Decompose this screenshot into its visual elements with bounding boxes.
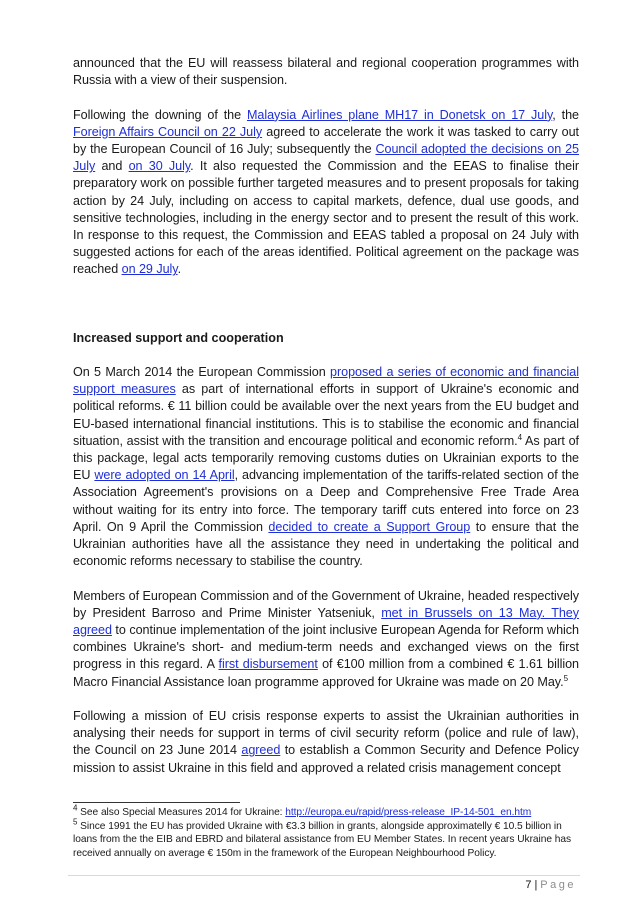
text-run: to ensure that the Ukrainian authorities have all the assistance they need in undertaking the political and economic reforms necessary to stabilise the country.: [73, 519, 579, 569]
text-run: , advancing implementation of the tariffs-related section of the Association Agreement's provisions on a Deep and Comprehensive Free Trade Area without waiting for its entry into force. The temporary tariff cuts entered into force on 23 April. On 9 April the Commission: [73, 468, 580, 534]
paragraph-support-measures: [73, 364, 579, 570]
link-first-disbursement[interactable]: first disbursement: [218, 657, 318, 672]
footnote-ref-5[interactable]: 5: [563, 673, 568, 683]
link-support-measures[interactable]: proposed a series of economic and financial support measures: [73, 365, 579, 397]
text-run: to continue implementation of the joint inclusive European Agenda for Reform which combines Ukraine's short- and medium-term needs and exchanged views on the first progress in this regard. A: [73, 623, 579, 672]
link-29-july[interactable]: on 29 July: [121, 262, 178, 277]
footer-separator: |: [534, 879, 538, 891]
link-press-release[interactable]: http://europa.eu/rapid/press-release_IP-14-501_en.htm: [285, 807, 532, 818]
link-support-group[interactable]: decided to create a Support Group: [268, 519, 471, 534]
section-heading: Increased support and cooperation: [73, 330, 284, 345]
text-run: On 5 March 2014 the European Commission: [73, 365, 331, 380]
footnote-4: [73, 803, 579, 820]
paragraph-csdp-mission: [73, 708, 579, 777]
footnote-ref-4[interactable]: 4: [517, 432, 522, 442]
link-met-in-brussels[interactable]: met in Brussels on 13 May. They agreed: [73, 605, 580, 638]
text-run: Following the downing of the: [73, 107, 247, 122]
link-adopted-14-april[interactable]: were adopted on 14 April: [94, 468, 235, 483]
footnote-number: 4: [73, 803, 78, 813]
footnote-separator: [73, 802, 240, 803]
link-mh17[interactable]: Malaysia Airlines plane MH17 in Donetsk on 17 July: [246, 107, 553, 122]
text-run: Members of European Commission and of the Government of Ukraine, headed respectively by President Barroso and Prime Minister Yatseniuk,: [73, 588, 579, 620]
paragraph-eu-reassess: announced that the EU will reassess bilateral and regional cooperation programmes with Russia with a view of their suspension.: [73, 56, 579, 88]
paragraph-mh17: [73, 107, 579, 279]
link-agreed[interactable]: agreed: [241, 743, 281, 758]
page-label: Page: [540, 879, 576, 891]
footnote-number: 5: [73, 817, 78, 827]
page-footer: [525, 879, 576, 891]
footnote-5: [73, 817, 579, 861]
text-run: . It also requested the Commission and the EEAS to finalise their preparatory work on possible further targeted measures and to present proposals for taking action by 24 July, including on access to capital markets, defence, dual use goods, and sensitive technologies, including in the energy sector and to present the result of this work. In response to this request, the Commission and EEAS tabled a proposal on 24 July with suggested actions for each of the areas identified. Political agreement on the package was reached: [73, 159, 579, 277]
text-run: .: [177, 262, 182, 277]
text-run: , the: [552, 107, 579, 122]
text-run: agreed to accelerate the work it was tasked to carry out by the European Council of 16 July; subsequently the: [73, 124, 579, 156]
paragraph-brussels-meeting: [73, 588, 579, 691]
footer-divider: [68, 875, 580, 876]
document-body: [73, 55, 579, 777]
text-run: Following a mission of EU crisis response experts to assist the Ukrainian authorities in analysing their needs for support in terms of civil security reform (police and rule of law), the Council on 23 June 2014: [73, 709, 579, 758]
footnote-text: See also Special Measures 2014 for Ukraine:: [77, 807, 286, 818]
text-run: of €100 million from a combined € 1.61 billion Macro Financial Assistance loan programme approved for Ukraine was made on 20 May.: [73, 657, 579, 689]
link-council-decisions-25-july[interactable]: Council adopted the decisions on 25 July: [73, 142, 579, 174]
text-run: as part of international efforts in support of Ukraine's economic and political reforms. € 11 billion could be available over the next years from the EU budget and EU-based international financial institutions. This is to stabilise the economic and financial situation, assist with the transition and encourage political and economic reform.: [73, 382, 579, 448]
footnotes: [73, 803, 579, 860]
page-number: 7: [525, 879, 532, 891]
footnote-text: Since 1991 the EU has provided Ukraine with €3.3 billion in grants, alongside approximatelly € 10.5 billion in loans from the the EIB and EBRD and bilateral assistance from EU Member States. In recent years Ukraine has received annually on average € 150m in the framework of the European Neighbourhood Policy.: [73, 820, 572, 859]
link-30-july[interactable]: on 30 July: [128, 159, 191, 174]
text-run: As part of this package, legal acts temporarily removing customs duties on Ukrainian exports to the EU: [73, 433, 579, 483]
text-run: to establish a Common Security and Defence Policy mission to assist Ukraine in this field and approved a related crisis management concept: [73, 743, 579, 775]
link-foreign-affairs-council[interactable]: Foreign Affairs Council on 22 July: [73, 124, 263, 139]
text-run: and: [95, 159, 129, 174]
